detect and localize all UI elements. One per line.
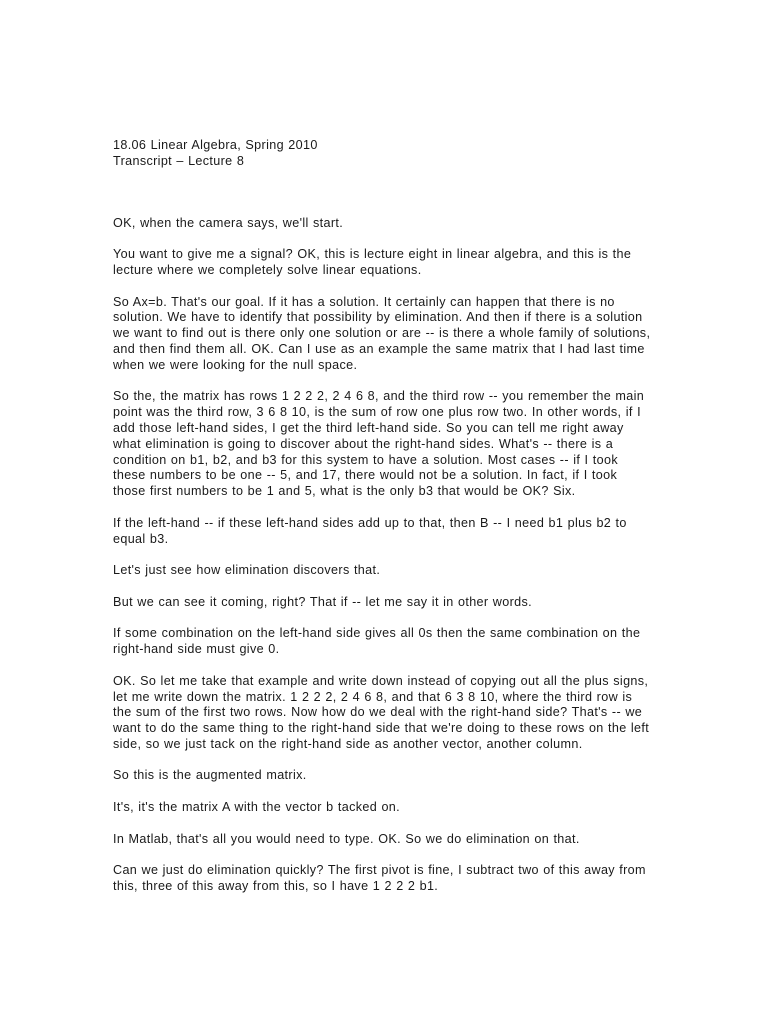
document-page — [113, 138, 653, 911]
paragraph: It's, it's the matrix A with the vector b tacked on. — [113, 800, 400, 815]
document-header — [113, 138, 653, 170]
paragraph: OK. So let me take that example and write down instead of copying out all the plus signs, let me write down the matrix. 1 2 2 2, 2 4 6 8, and that 6 3 8 10, where the third row is the sum of the first two rows. Now how do we deal with the right-hand side? That's -- we want to do the same thing to the right-hand side that we're doing to these rows on the left side, so we just tack on the right-hand side as another vector, another column. — [113, 673, 650, 751]
paragraph: In Matlab, that's all you would need to type. OK. So we do elimination on that. — [113, 831, 580, 846]
paragraph: So Ax=b. That's our goal. If it has a solution. It certainly can happen that there is no solution. We have to identify that possibility by elimination. And then if there is a solution we want to find out is there only one solution or are -- is there a whole family of solutions, and then find them all. OK. Can I use as an example the same matrix that I had last time when we were looking for the null space. — [113, 294, 651, 372]
paragraph: Let's just see how elimination discovers that. — [113, 563, 381, 578]
paragraph: Can we just do elimination quickly? The first pivot is fine, I subtract two of this away from this, three of this away from this, so I have 1 2 2 2 b1. — [113, 863, 646, 894]
paragraph: If some combination on the left-hand side gives all 0s then the same combination on the right-hand side must give 0. — [113, 626, 641, 657]
transcript-body — [113, 216, 653, 895]
paragraph: So the, the matrix has rows 1 2 2 2, 2 4 6 8, and the third row -- you remember the main point was the third row, 3 6 8 10, is the sum of row one plus row two. In other words, if I add those left-hand sides, I get the third left-hand side. So you can tell me right away what elimination is going to discover about the right-hand sides. What's -- there is a condition on b1, b2, and b3 for this system to have a solution. Most cases -- if I took these numbers to be one -- 5, and 17, there would not be a solution. In fact, if I took those first numbers to be 1 and 5, what is the only b3 that would be OK? Six. — [113, 389, 645, 499]
course-title: 18.06 Linear Algebra, Spring 2010 — [113, 138, 318, 152]
paragraph: If the left-hand -- if these left-hand sides add up to that, then B -- I need b1 plus b2 to equal b3. — [113, 515, 627, 546]
paragraph: But we can see it coming, right? That if -- let me say it in other words. — [113, 594, 532, 609]
paragraph: OK, when the camera says, we'll start. — [113, 215, 344, 230]
paragraph: So this is the augmented matrix. — [113, 768, 307, 783]
paragraph: You want to give me a signal? OK, this is lecture eight in linear algebra, and this is the lecture where we completely solve linear equations. — [113, 247, 632, 277]
transcript-subtitle: Transcript – Lecture 8 — [113, 153, 245, 168]
